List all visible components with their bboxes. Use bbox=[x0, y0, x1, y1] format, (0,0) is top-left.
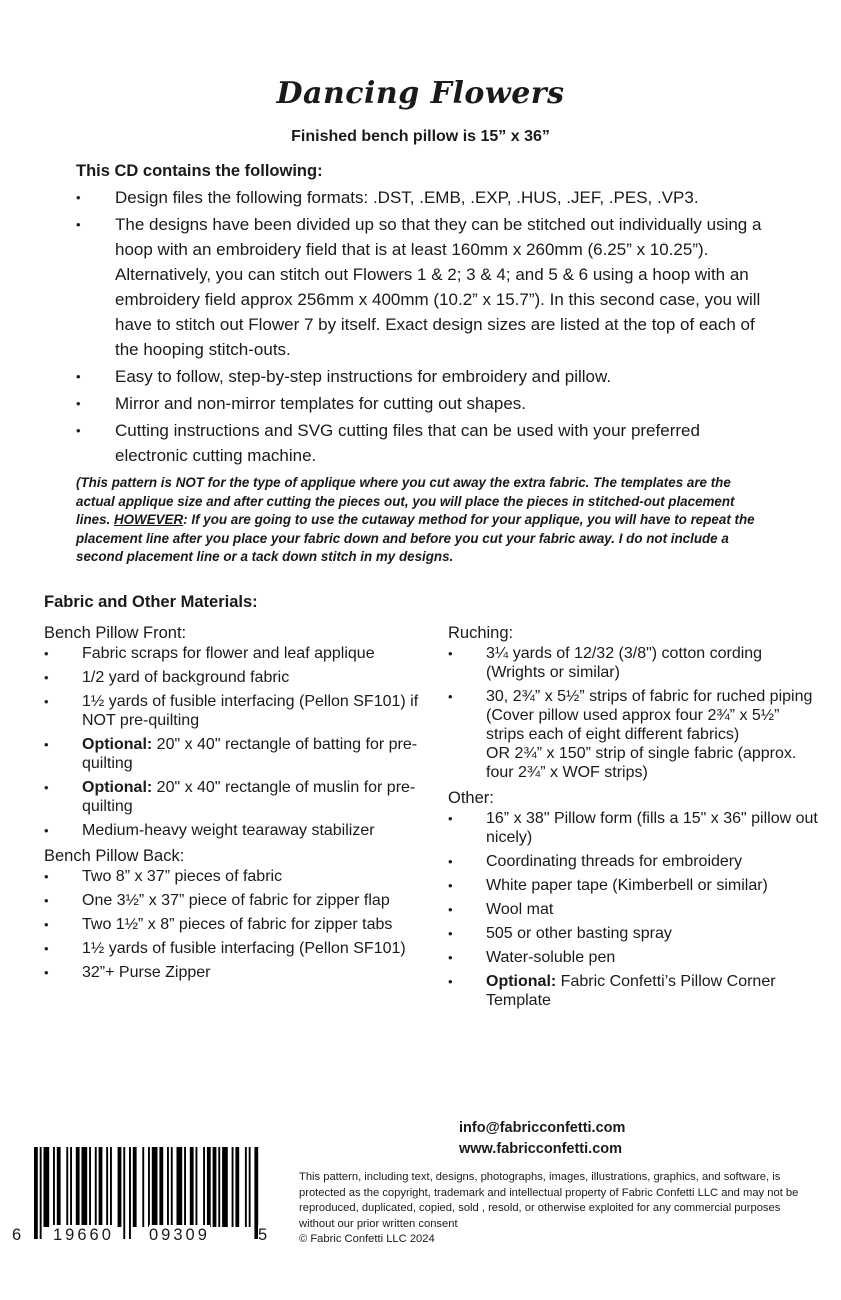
list-item-text: Two 1½” x 8” pieces of fabric for zipper tabs bbox=[82, 916, 393, 933]
list-item-text: Water-soluble pen bbox=[486, 949, 616, 966]
barcode-bar bbox=[142, 1147, 144, 1227]
list-item: • Design files the following formats: .DST, .EMB, .EXP, .HUS, .JEF, .PES, .VP3. bbox=[76, 185, 766, 210]
optional-label: Optional: bbox=[82, 736, 153, 753]
materials-heading: Fabric and Other Materials: bbox=[44, 593, 258, 611]
barcode-left-digits: 19660 bbox=[53, 1226, 114, 1244]
list-item-text: 1½ yards of fusible interfacing (Pellon SF101) bbox=[82, 940, 406, 957]
list-item-text: OR 2¾” x 150” strip of single fabric (approx. four 2¾” x WOF strips) bbox=[486, 745, 797, 781]
cd-contents-list bbox=[76, 185, 766, 468]
front-heading: Bench Pillow Front: bbox=[44, 624, 187, 642]
list-item: • The designs have been divided up so that they can be stitched out individually using a hoop with an embroidery field that is at least 160mm x 260mm (6.25” x 10.25”). Alternatively, you can stitch out Flowers 1 & 2; 3 & 4; and 5 & 6 using a hoop with an embroidery field approx 256mm x 400mm (10.2” x 15.7”). In this second case, you will have to stitch out Flower 7 by itself. Exact design sizes are listed at the top of each of the hooping stitch-outs. bbox=[76, 212, 766, 362]
barcode-bar bbox=[245, 1147, 247, 1227]
barcode bbox=[12, 1147, 282, 1247]
barcode-bar bbox=[110, 1147, 112, 1227]
barcode-bar bbox=[232, 1147, 234, 1227]
cd-contents-section bbox=[76, 162, 766, 470]
list-item-text: Two 8” x 37” pieces of fabric bbox=[82, 868, 283, 885]
barcode-bar bbox=[222, 1147, 228, 1227]
list-item-text: 505 or other basting spray bbox=[486, 925, 672, 942]
list-item bbox=[44, 939, 434, 958]
list-item bbox=[448, 852, 818, 871]
copyright-text: © Fabric Confetti LLC 2024 bbox=[299, 1233, 435, 1245]
list-item-text: 20" x 40" rectangle of muslin for pre-quilting bbox=[82, 779, 416, 815]
barcode-right-digits: 09309 bbox=[149, 1226, 210, 1244]
other-heading: Other: bbox=[448, 789, 494, 807]
list-item bbox=[44, 644, 434, 663]
barcode-bar bbox=[44, 1147, 50, 1227]
barcode-bar bbox=[218, 1147, 220, 1227]
barcode-bar bbox=[177, 1147, 183, 1227]
list-item bbox=[44, 692, 434, 730]
pattern-title: Dancing Flowers bbox=[276, 76, 565, 111]
barcode-bar bbox=[133, 1147, 137, 1227]
note-text-part1: (This pattern is NOT for the type of applique where you cut away the extra fabric. The templates are the actual applique size and after cutting the pieces out, you will place the pieces in stitched-out placement lines. bbox=[76, 475, 735, 527]
barcode-bar bbox=[207, 1147, 211, 1227]
barcode-bar bbox=[235, 1147, 239, 1227]
barcode-bar bbox=[89, 1147, 91, 1227]
list-item bbox=[44, 778, 434, 816]
list-item bbox=[448, 876, 818, 895]
list-item-text: Fabric Confetti’s Pillow Corner Template bbox=[486, 973, 776, 1009]
back-materials-list bbox=[44, 867, 434, 982]
barcode-bar bbox=[184, 1147, 186, 1227]
other-materials-list bbox=[448, 809, 818, 1010]
list-item-text: 1½ yards of fusible interfacing (Pellon SF101) if NOT pre-quilting bbox=[82, 693, 419, 729]
list-item-text: 16” x 38" Pillow form (fills a 15" x 36" pillow out nicely) bbox=[486, 810, 818, 846]
list-item-text: 20" x 40" rectangle of batting for pre-quilting bbox=[82, 736, 418, 772]
barcode-bar bbox=[167, 1147, 169, 1227]
barcode-bar bbox=[34, 1147, 38, 1239]
barcode-bar bbox=[70, 1147, 72, 1227]
list-item bbox=[448, 924, 818, 943]
barcode-bar bbox=[82, 1147, 88, 1227]
optional-label: Optional: bbox=[486, 973, 557, 990]
list-item-text: 1/2 yard of background fabric bbox=[82, 669, 290, 686]
barcode-check-digit: 5 bbox=[258, 1226, 268, 1244]
barcode-bar bbox=[152, 1147, 158, 1227]
barcode-bar bbox=[129, 1147, 131, 1239]
list-item bbox=[448, 809, 818, 847]
list-item bbox=[448, 900, 818, 919]
applique-note bbox=[76, 474, 756, 567]
list-item-text: Fabric scraps for flower and leaf applique bbox=[82, 645, 375, 662]
barcode-bar bbox=[159, 1147, 163, 1227]
list-item bbox=[44, 668, 434, 687]
list-item: • Mirror and non-mirror templates for cutting out shapes. bbox=[76, 391, 766, 416]
contact-info bbox=[459, 1118, 625, 1160]
list-item-text: 32”+ Purse Zipper bbox=[82, 964, 211, 981]
legal-text: This pattern, including text, designs, photographs, images, illustrations, graphics, and software, is protected as the copyright, trademark and intellectual property of Fabric Confetti LLC and may not be reproduced, duplicated, copied, sold , resold, or otherwise exploited for any commercial purposes without our prior written consent bbox=[299, 1171, 799, 1230]
back-heading: Bench Pillow Back: bbox=[44, 847, 185, 865]
list-item-text: 30, 2¾” x 5½” strips of fabric for ruched piping (Cover pillow used approx four 2¾” x 5½” strips each of eight different fabrics) bbox=[486, 688, 813, 743]
legal-notice bbox=[299, 1170, 809, 1248]
list-item bbox=[44, 735, 434, 773]
list-item bbox=[448, 972, 818, 1010]
materials-right-column bbox=[448, 622, 818, 1015]
list-item bbox=[44, 867, 434, 886]
barcode-bar bbox=[249, 1147, 251, 1227]
list-item-text: One 3½” x 37” piece of fabric for zipper flap bbox=[82, 892, 390, 909]
barcode-bar bbox=[57, 1147, 61, 1227]
contact-email[interactable]: info@fabricconfetti.com bbox=[459, 1120, 626, 1136]
list-item-text: White paper tape (Kimberbell or similar) bbox=[486, 877, 768, 894]
contact-website[interactable]: www.fabricconfetti.com bbox=[459, 1141, 623, 1157]
barcode-bar bbox=[190, 1147, 194, 1227]
barcode-bar bbox=[148, 1147, 150, 1227]
list-item-text: Coordinating threads for embroidery bbox=[486, 853, 743, 870]
materials-left-column bbox=[44, 622, 434, 987]
barcode-bar bbox=[196, 1147, 198, 1227]
list-item bbox=[44, 963, 434, 982]
list-item-text: 3¼ yards of 12/32 (3/8") cotton cording (Wrights or similar) bbox=[486, 645, 763, 681]
note-text-part2: : If you are going to use the cutaway method for your applique, you will have to repeat the placement line after you place your fabric down and before you cut your fabric away. I do not include a second placement line or a tack down stitch in my designs. bbox=[76, 512, 755, 564]
barcode-bar bbox=[171, 1147, 173, 1227]
barcode-bar bbox=[203, 1147, 205, 1227]
barcode-bar bbox=[40, 1147, 42, 1239]
pattern-subtitle: Finished bench pillow is 15” x 36” bbox=[291, 128, 550, 145]
front-materials-list bbox=[44, 644, 434, 840]
list-item bbox=[448, 948, 818, 967]
list-item bbox=[448, 644, 818, 682]
list-item-text: Medium-heavy weight tearaway stabilizer bbox=[82, 822, 375, 839]
ruching-heading: Ruching: bbox=[448, 624, 514, 642]
list-item bbox=[448, 687, 818, 782]
barcode-bar bbox=[95, 1147, 97, 1227]
barcode-bar bbox=[53, 1147, 55, 1227]
list-item: • Cutting instructions and SVG cutting files that can be used with your preferred electronic cutting machine. bbox=[76, 418, 766, 468]
list-item bbox=[44, 821, 434, 840]
note-emphasis: HOWEVER bbox=[113, 512, 184, 527]
barcode-bar bbox=[66, 1147, 68, 1227]
barcode-bar bbox=[106, 1147, 108, 1227]
barcode-bar bbox=[76, 1147, 80, 1227]
barcode-bar bbox=[118, 1147, 122, 1227]
optional-label: Optional: bbox=[82, 779, 153, 796]
ruching-materials-list bbox=[448, 644, 818, 782]
cd-contents-heading: This CD contains the following: bbox=[76, 162, 323, 180]
barcode-bar bbox=[213, 1147, 217, 1227]
list-item bbox=[44, 891, 434, 910]
barcode-bar bbox=[99, 1147, 103, 1227]
list-item-text: Wool mat bbox=[486, 901, 554, 918]
barcode-bar bbox=[123, 1147, 125, 1239]
barcode-lead-digit: 6 bbox=[12, 1226, 22, 1244]
list-item bbox=[44, 915, 434, 934]
list-item: • Easy to follow, step-by-step instructions for embroidery and pillow. bbox=[76, 364, 766, 389]
